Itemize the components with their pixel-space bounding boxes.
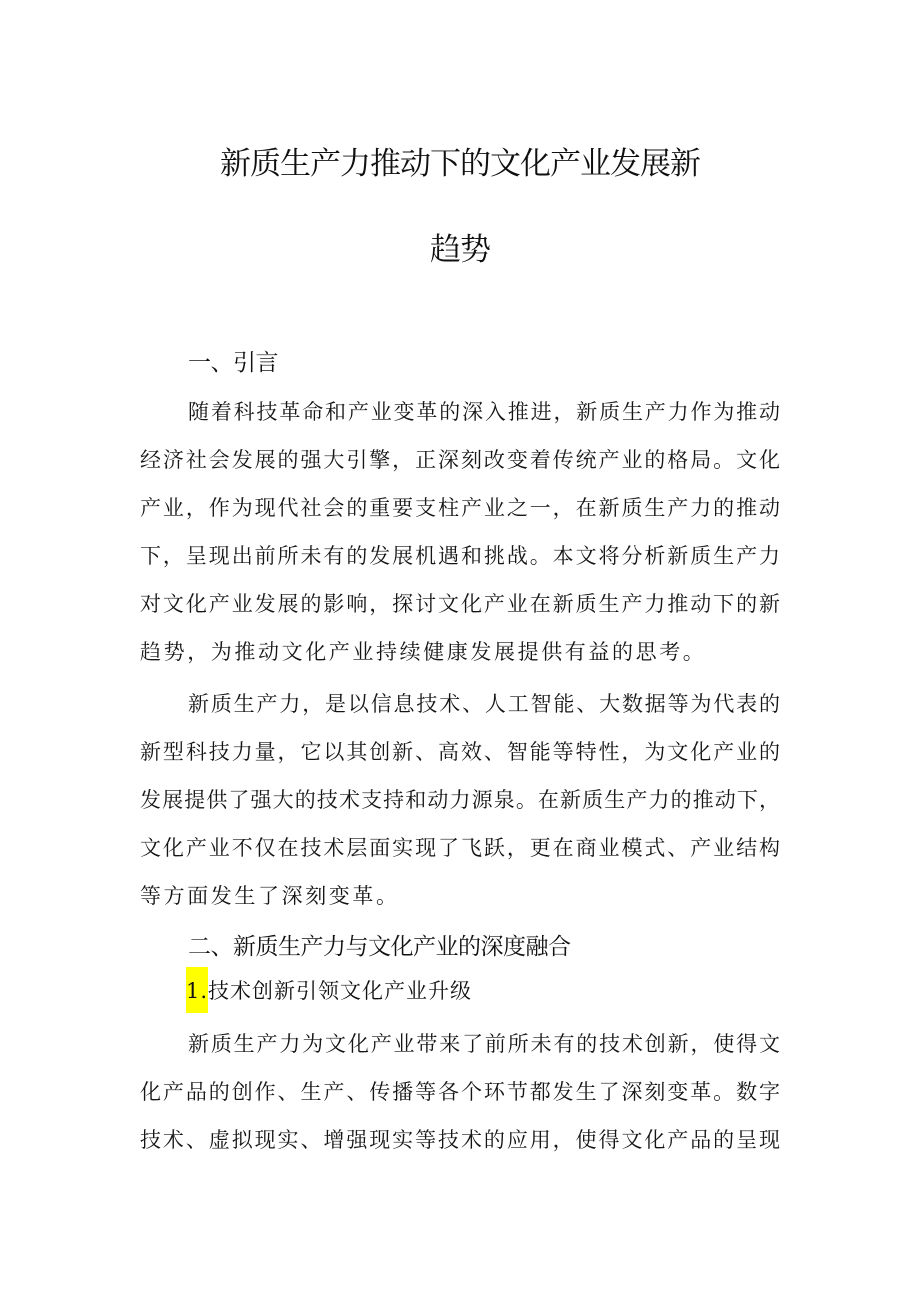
- paragraph-line: 文化产业不仅在技术层面实现了飞跃，更在商业模式、产业结构: [140, 836, 780, 860]
- section-heading-integration: 二、新质生产力与文化产业的深度融合: [188, 934, 571, 960]
- paragraph-line: 下，呈现出前所未有的发展机遇和挑战。本文将分析新质生产力: [140, 544, 780, 568]
- paragraph-line: 经济社会发展的强大引擎，正深刻改变着传统产业的格局。文化: [140, 448, 780, 472]
- paragraph-line: 等方面发生了深刻变革。: [140, 884, 400, 908]
- paragraph-line: 新质生产力为文化产业带来了前所未有的技术创新，使得文: [188, 1032, 780, 1056]
- paragraph-line: 产业，作为现代社会的重要支柱产业之一，在新质生产力的推动: [140, 496, 780, 520]
- paragraph-technology-innovation: [140, 1020, 780, 1164]
- section-heading-introduction: 一、引言: [188, 350, 278, 376]
- paragraph-line: 技术、虚拟现实、增强现实等技术的应用，使得文化产品的呈现: [140, 1128, 780, 1152]
- paragraph-introduction: [140, 388, 780, 676]
- paragraph-line: 对文化产业发展的影响，探讨文化产业在新质生产力推动下的新: [140, 592, 780, 616]
- document-title-line-1: 新质生产力推动下的文化产业发展新: [220, 146, 700, 182]
- paragraph-line: 新质生产力，是以信息技术、人工智能、大数据等为代表的: [188, 692, 780, 716]
- paragraph-line: 趋势，为推动文化产业持续健康发展提供有益的思考。: [140, 640, 707, 664]
- paragraph-line: 新型科技力量，它以其创新、高效、智能等特性，为文化产业的: [140, 740, 780, 764]
- paragraph-line: 化产品的创作、生产、传播等各个环节都发生了深刻变革。数字: [140, 1080, 780, 1104]
- subsection-number-highlight: 1.: [186, 967, 208, 1013]
- paragraph-line: 随着科技革命和产业变革的深入推进，新质生产力作为推动: [188, 400, 780, 424]
- paragraph-line: 发展提供了强大的技术支持和动力源泉。在新质生产力的推动下，: [140, 788, 780, 812]
- paragraph-definition: [140, 680, 780, 920]
- document-title-line-2: 趋势: [430, 232, 490, 268]
- subsection-title: 技术创新引领文化产业升级: [208, 979, 473, 1003]
- subsection-heading: [186, 975, 472, 1013]
